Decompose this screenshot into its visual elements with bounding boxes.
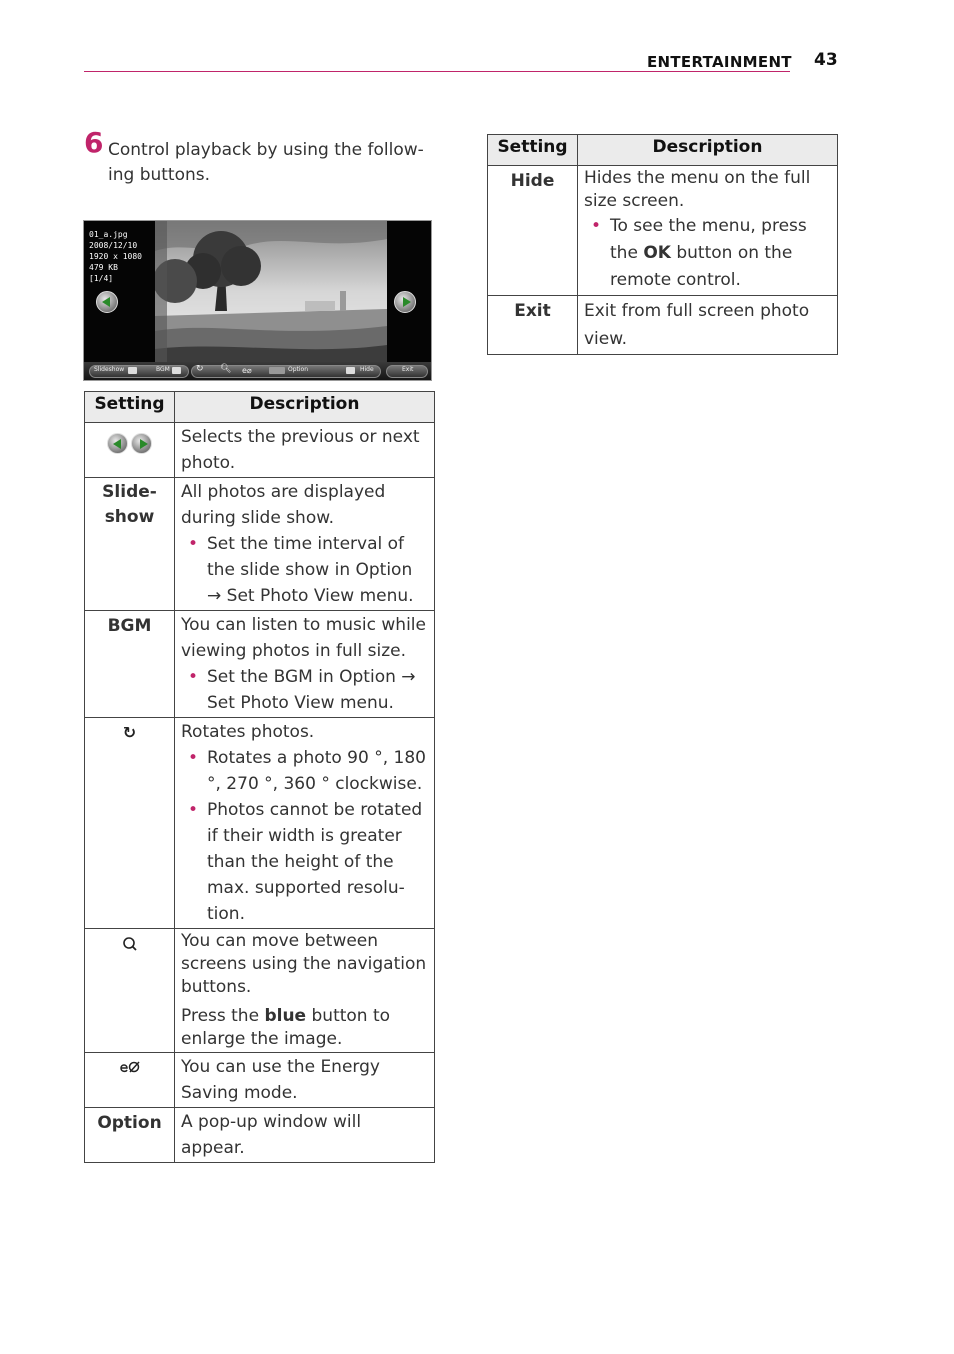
table-row (85, 423, 435, 478)
setting-zoom (85, 929, 175, 1053)
header-description: Description (175, 392, 435, 423)
control-bar (84, 362, 432, 381)
exit-button[interactable]: Exit (402, 366, 414, 373)
setting-option: Option (85, 1108, 175, 1163)
table-row (85, 1108, 435, 1163)
header-setting: Setting (85, 392, 175, 423)
header-setting: Setting (488, 135, 578, 166)
bgm-play-icon (172, 367, 181, 374)
ok-button-label: OK (643, 243, 671, 263)
text-run: To see the menu, press the (610, 216, 807, 263)
energy-saving-icon[interactable]: e⌀ (242, 366, 252, 375)
desc-nav: Selects the previous or next photo. (175, 423, 435, 478)
desc-bgm (175, 611, 435, 718)
table-row (85, 718, 435, 929)
landscape-photo (155, 221, 387, 362)
bullet-text: • Set the time interval of the slide show in Option → Set Photo View menu. (181, 531, 430, 609)
prev-arrow-icon (107, 433, 128, 454)
desc-text: Hides the menu on the full size screen. (584, 168, 811, 211)
prev-photo-button[interactable] (96, 291, 118, 313)
photo-date: 2008/12/10 (89, 241, 138, 250)
nav-buttons-icon (107, 433, 152, 454)
bullet-text: • Photos cannot be rotated if their width is greater than the height of the max. supported resolu-tion. (181, 797, 430, 927)
slideshow-button[interactable]: Slideshow (94, 366, 125, 373)
blue-button-label: blue (264, 1006, 307, 1026)
setting-slideshow: Slide-show (85, 478, 175, 611)
zoom-icon[interactable]: 🔍︎ (220, 364, 232, 374)
bullet-text (584, 213, 833, 294)
text-run: Press the (181, 1006, 265, 1026)
slideshow-play-icon (128, 367, 137, 374)
table-row (85, 478, 435, 611)
photo-viewer-screenshot (83, 220, 432, 381)
bullet-text: • Rotates a photo 90 °, 180 °, 270 °, 360 ° clockwise. (181, 745, 430, 797)
photo-resolution: 1920 x 1080 (89, 252, 142, 261)
photo-index: [1/4] (89, 274, 114, 283)
setting-rotate (85, 718, 175, 929)
table-header-row (85, 392, 435, 423)
zoom-icon (122, 936, 138, 952)
landscape-illustration (155, 221, 387, 362)
desc-energy: You can use the Energy Saving mode. (175, 1053, 435, 1108)
table-row (85, 1053, 435, 1108)
next-arrow-icon (403, 297, 411, 307)
table-header-row (488, 135, 838, 166)
setting-bgm: BGM (85, 611, 175, 718)
table-row (488, 296, 838, 355)
bgm-button[interactable]: BGM (156, 366, 170, 373)
hide-button[interactable]: Hide (360, 366, 374, 373)
photo-size: 479 KB (89, 263, 118, 272)
table-row (488, 166, 838, 296)
desc-slideshow (175, 478, 435, 611)
setting-energy (85, 1053, 175, 1108)
setting-nav (85, 423, 175, 478)
back-key-icon (346, 367, 355, 374)
header-description: Description (578, 135, 838, 166)
desc-text: You can move between screens using the navigation buttons. (181, 931, 427, 997)
table-row (85, 929, 435, 1053)
option-button[interactable]: Option (288, 366, 309, 373)
prev-arrow-icon (102, 297, 110, 307)
step-text: Control playback by using the follow-ing buttons. (108, 140, 424, 185)
step-number: 6 (84, 126, 104, 159)
desc-zoom (175, 929, 435, 1053)
hide-exit-table (487, 134, 838, 355)
rotate-icon[interactable]: ↻ (196, 364, 204, 374)
bullet-text: • Set the BGM in Option → Set Photo View menu. (181, 664, 430, 716)
page-number: 43 (814, 50, 838, 70)
table-row (85, 611, 435, 718)
text-run: button on the remote control. (610, 243, 793, 290)
photo-info (89, 229, 142, 284)
desc-text-2 (181, 1005, 430, 1051)
energy-saving-icon (119, 1059, 141, 1075)
desc-rotate (175, 718, 435, 929)
setting-exit: Exit (488, 296, 578, 355)
desc-text: You can listen to music while viewing photos in full size. (181, 615, 426, 661)
desc-text: All photos are displayed during slide show. (181, 482, 386, 528)
text-run: button to enlarge the image. (181, 1006, 391, 1049)
header-rule (84, 71, 790, 72)
option-key-icon (269, 367, 285, 374)
rotate-icon: ↻ (122, 723, 137, 742)
controls-table (84, 391, 435, 1163)
photo-filename: 01_a.jpg (89, 230, 128, 239)
next-photo-button[interactable] (394, 291, 416, 313)
desc-option: A pop-up window will appear. (175, 1108, 435, 1163)
setting-hide: Hide (488, 166, 578, 296)
next-arrow-icon (131, 433, 152, 454)
section-title: ENTERTAINMENT (647, 53, 792, 71)
desc-text: Rotates photos. (181, 722, 315, 742)
desc-exit: Exit from full screen photo view. (578, 296, 838, 355)
desc-hide (578, 166, 838, 296)
